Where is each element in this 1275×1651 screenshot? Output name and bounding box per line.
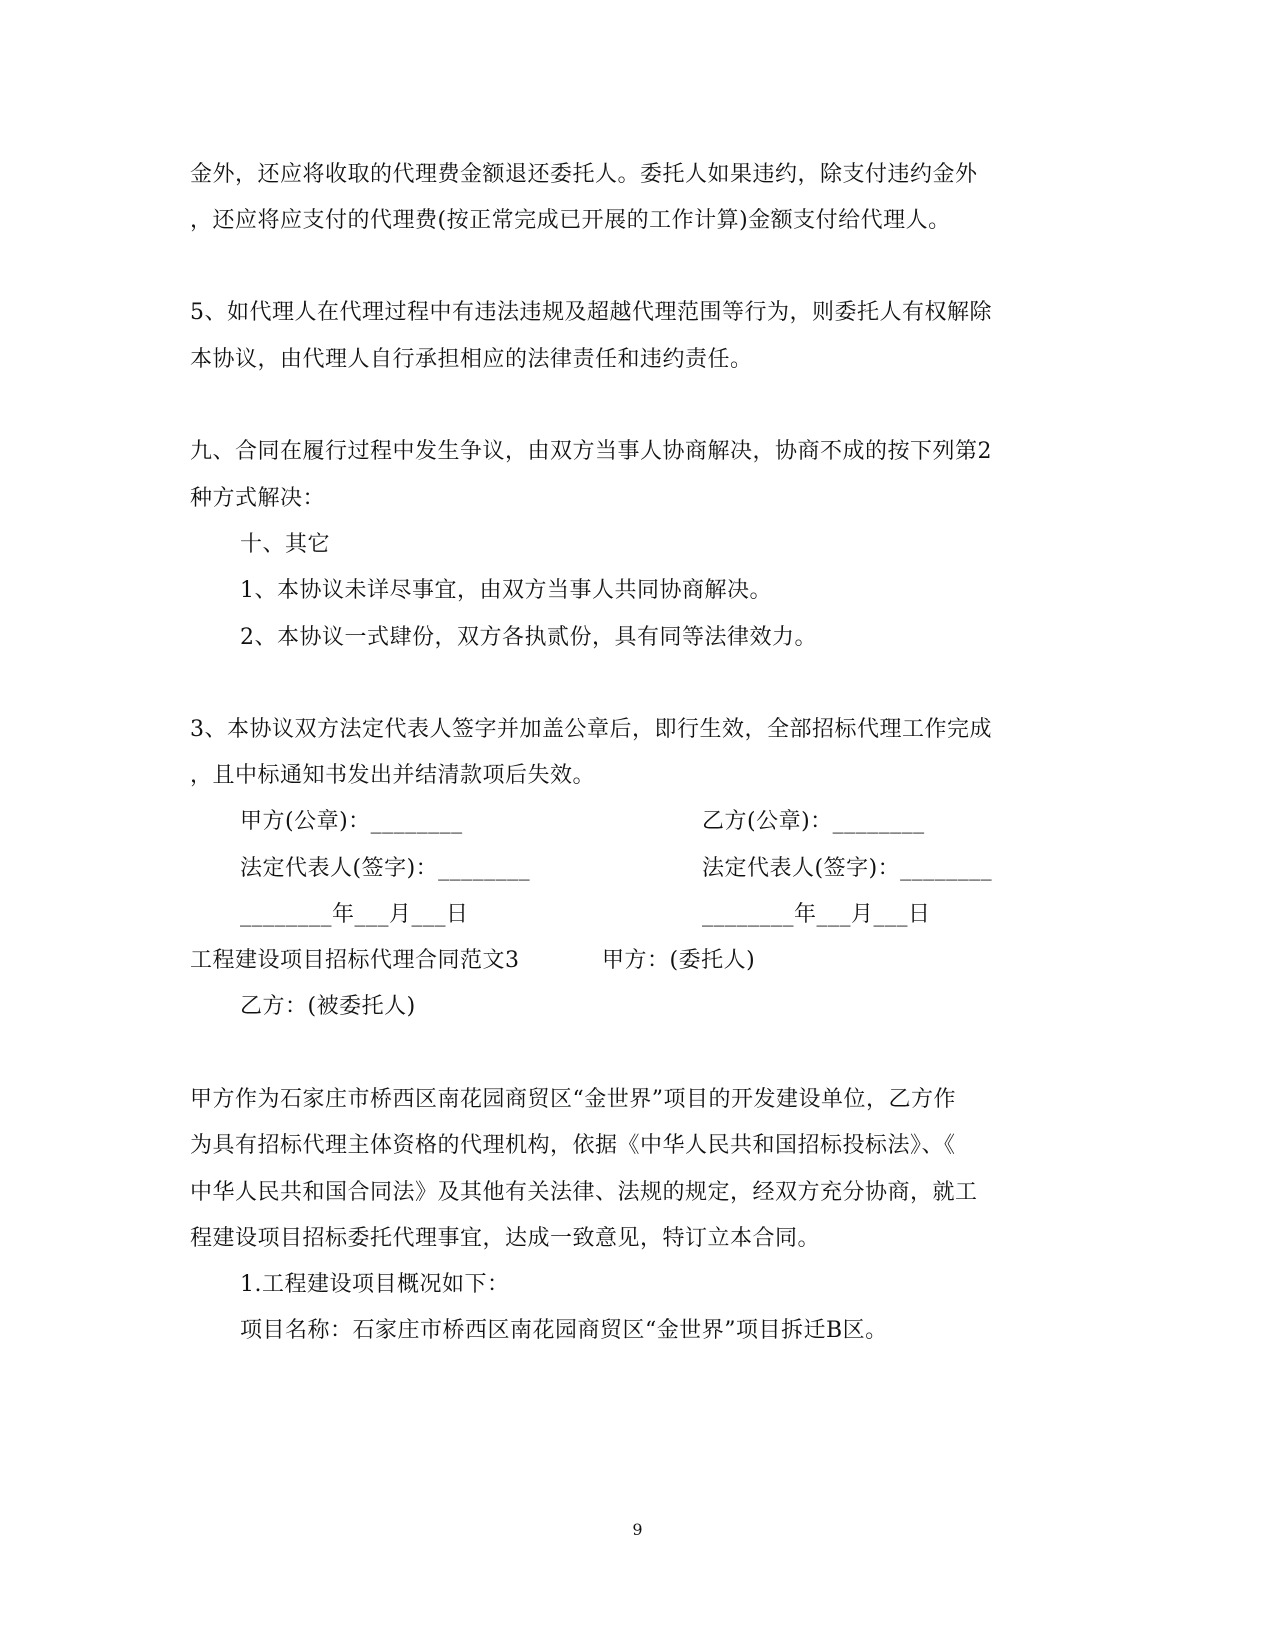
paragraph-line: ，且中标通知书发出并结清款项后失效。 bbox=[190, 763, 596, 788]
paragraph-line: 甲方作为石家庄市桥西区南花园商贸区“金世界”项目的开发建设单位，乙方作 bbox=[190, 1087, 956, 1112]
paragraph-line: ，还应将应支付的代理费(按正常完成已开展的工作计算)金额支付给代理人。 bbox=[190, 208, 951, 233]
party-b-representative-field: 法定代表人(签字)：________ bbox=[702, 856, 993, 881]
paragraph-line: 为具有招标代理主体资格的代理机构，依据《中华人民共和国招标投标法》、《 bbox=[190, 1133, 956, 1158]
paragraph-line: 种方式解决： bbox=[190, 486, 326, 511]
paragraph-line: 中华人民共和国合同法》及其他有关法律、法规的规定，经双方充分协商，就工 bbox=[190, 1180, 978, 1205]
paragraph-line: 本协议，由代理人自行承担相应的法律责任和违约责任。 bbox=[190, 347, 753, 372]
paragraph-line: 程建设项目招标委托代理事宜，达成一致意见，特订立本合同。 bbox=[190, 1226, 821, 1251]
clause-item: 1、本协议未详尽事宜，由双方当事人共同协商解决。 bbox=[240, 578, 772, 603]
party-b-date-field: ________年___月___日 bbox=[702, 902, 931, 927]
contract-title: 工程建设项目招标代理合同范文3 bbox=[190, 948, 520, 973]
party-a-date-field: ________年___月___日 bbox=[240, 902, 469, 927]
page-number: 9 bbox=[632, 1520, 643, 1539]
party-b-label: 乙方：(被委托人) bbox=[240, 994, 416, 1019]
project-name-line: 项目名称：石家庄市桥西区南花园商贸区“金世界”项目拆迁B区。 bbox=[240, 1318, 888, 1343]
paragraph-line: 3、本协议双方法定代表人签字并加盖公章后，即行生效，全部招标代理工作完成 bbox=[190, 717, 992, 742]
party-a-label: 甲方：(委托人) bbox=[602, 948, 756, 973]
section-heading: 十、其它 bbox=[240, 532, 331, 557]
party-a-seal-field: 甲方(公章)：________ bbox=[240, 809, 463, 834]
clause-item: 1.工程建设项目概况如下： bbox=[240, 1272, 510, 1297]
party-b-seal-field: 乙方(公章)：________ bbox=[702, 809, 925, 834]
paragraph-line: 九、合同在履行过程中发生争议，由双方当事人协商解决，协商不成的按下列第2 bbox=[190, 439, 992, 464]
paragraph-line: 5、如代理人在代理过程中有违法违规及超越代理范围等行为，则委托人有权解除 bbox=[190, 300, 992, 325]
clause-item: 2、本协议一式肆份，双方各执贰份，具有同等法律效力。 bbox=[240, 625, 817, 650]
paragraph-line: 金外，还应将收取的代理费金额退还委托人。委托人如果违约，除支付违约金外 bbox=[190, 162, 978, 187]
party-a-representative-field: 法定代表人(签字)：________ bbox=[240, 856, 531, 881]
